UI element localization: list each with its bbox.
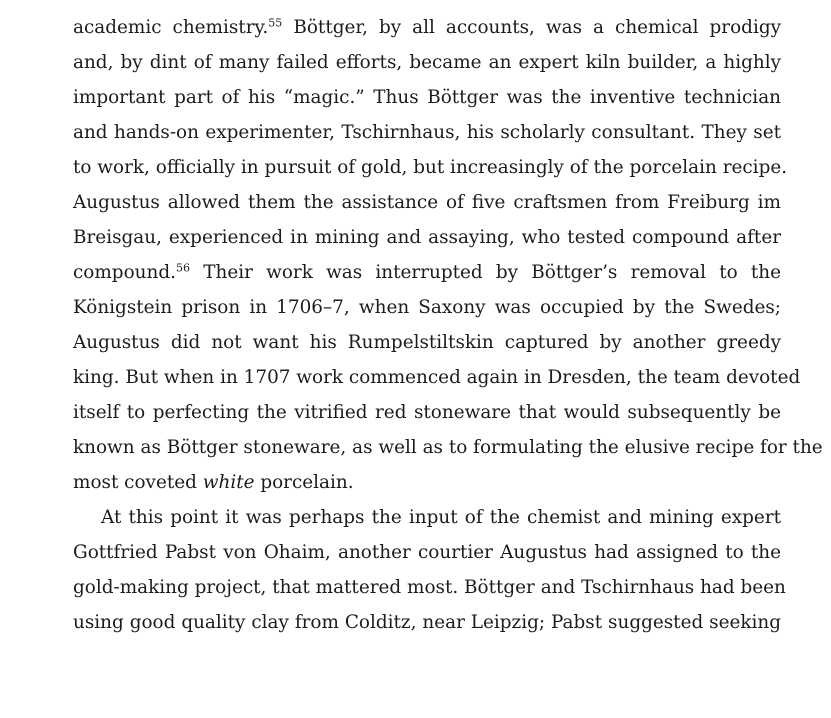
- emphasis-white: white: [202, 472, 255, 493]
- paragraph-2-line-1: At this point it was perhaps the input of the chemist and mining expert: [101, 507, 781, 528]
- paragraph-1-line-1: academic chemistry.$^{55}$ Böttger, by all accounts, was a chemical prodigy: [73, 16, 781, 38]
- paragraph-1-line-7: Breisgau, experienced in mining and assaying, who tested compound after: [73, 227, 781, 248]
- footnote-ref-55[interactable]: 55: [268, 16, 283, 30]
- paragraph-1-line-11: king. But when in 1707 work commenced again in Dresden, the team devoted: [73, 367, 801, 388]
- paragraph-1-line-2: and, by dint of many failed efforts, became an expert kiln builder, a highly: [73, 52, 781, 73]
- paragraph-1-line-5: to work, officially in pursuit of gold, but increasingly of the porcelain recipe.: [73, 157, 788, 178]
- paragraph-1-line-6: Augustus allowed them the assistance of five craftsmen from Freiburg im: [73, 192, 781, 213]
- paragraph-2-line-4: using good quality clay from Colditz, near Leipzig; Pabst suggested seeking: [73, 612, 781, 633]
- footnote-ref-56[interactable]: 56: [175, 261, 191, 275]
- paragraph-2-line-2: Gottfried Pabst von Ohaim, another courtier Augustus had assigned to the: [73, 542, 781, 563]
- body-text: [73, 10, 823, 640]
- paragraph-2-line-3: gold-making project, that mattered most. Böttger and Tschirnhaus had been: [73, 577, 786, 598]
- paragraph-1-line-13: known as Böttger stoneware, as well as to formulating the elusive recipe for the: [73, 437, 823, 458]
- paragraph-1-line-9: Königstein prison in 1706–7, when Saxony was occupied by the Swedes;: [73, 297, 781, 318]
- paragraph-1-line-12: itself to perfecting the vitrified red stoneware that would subsequently be: [73, 402, 781, 423]
- paragraph-1-line-14: most coveted white porcelain.: [73, 472, 354, 493]
- paragraph-1-line-4: and hands-on experimenter, Tschirnhaus, his scholarly consultant. They set: [73, 122, 781, 143]
- paragraph-1-line-10: Augustus did not want his Rumpelstiltskin captured by another greedy: [73, 332, 781, 353]
- paragraph-1-line-8: compound.$^{56}$ Their work was interrupted by Böttger’s removal to the: [73, 261, 781, 283]
- paragraph-1-line-3: important part of his “magic.” Thus Böttger was the inventive technician: [73, 87, 781, 108]
